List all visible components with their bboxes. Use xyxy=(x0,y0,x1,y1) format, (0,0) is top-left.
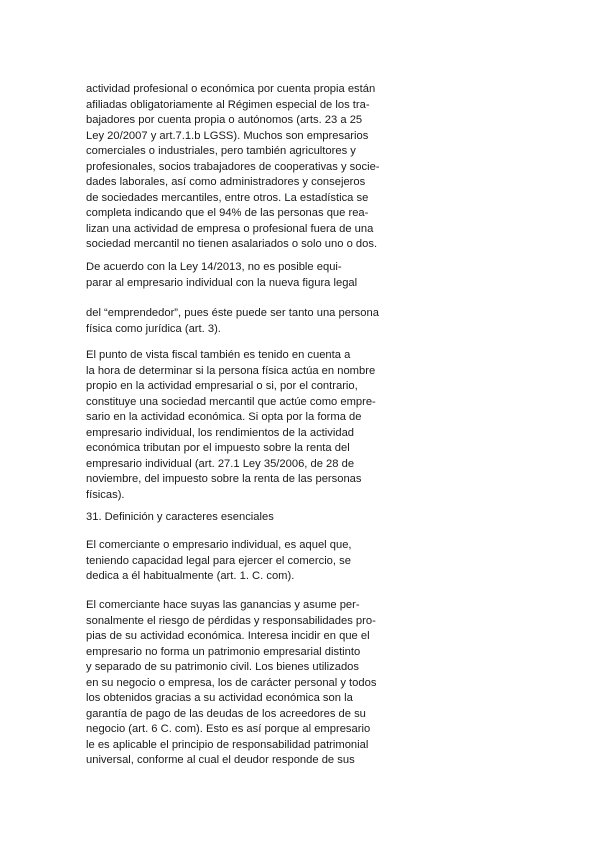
text-line: profesionales, socios trabajadores de cooperativas y socie- xyxy=(86,160,380,173)
text-line: bajadores por cuenta propia o autónomos (arts. 23 a 25 xyxy=(86,114,363,126)
paragraph-responsabilidad xyxy=(86,598,386,769)
text-line: completa indicando que el 94% de las personas que rea- xyxy=(86,207,369,219)
text-line: físicas). xyxy=(86,488,125,501)
text-line: El punto de vista fiscal también es tenido en cuenta a xyxy=(86,349,351,361)
text-line: sociedad mercantil no tienen asalariados o solo uno o dos. xyxy=(86,238,378,250)
text-line: universal, conforme al cual el deudor responde de sus xyxy=(86,754,355,766)
section-heading xyxy=(86,510,386,526)
paragraph-fiscal xyxy=(86,348,386,503)
text-line: actividad profesional o económica por cuenta propia están xyxy=(86,83,376,95)
text-line: en su negocio o empresa, los de carácter personal y todos xyxy=(86,676,377,689)
text-line: física como jurídica (art. 3). xyxy=(86,322,221,335)
text-line: económica tributan por el impuesto sobre la renta del xyxy=(86,442,350,454)
text-line: afiliadas obligatoriamente al Régimen especial de los tra- xyxy=(86,98,370,111)
text-line: El comerciante hace suyas las ganancias y asume per- xyxy=(86,599,360,611)
text-line: garantía de pago de las deudas de los acreedores de su xyxy=(86,707,366,720)
text-line: pias de su actividad económica. Interesa incidir en que el xyxy=(86,630,370,642)
text-line: negocio (art. 6 C. com). Esto es así porque al empresario xyxy=(86,723,371,735)
text-line: y separado de su patrimonio civil. Los bienes utilizados xyxy=(86,661,360,673)
text-line: noviembre, del impuesto sobre la renta de las personas xyxy=(86,473,362,485)
paragraph-afiliacion xyxy=(86,82,386,253)
text-line: los obtenidos gracias a su actividad económica son la xyxy=(86,692,353,704)
text-line: De acuerdo con la Ley 14/2013, no es posible equi- xyxy=(86,261,342,273)
paragraph-ley-14-2013 xyxy=(86,260,386,291)
text-line: comerciales o industriales, pero también agricultores y xyxy=(86,145,356,157)
paragraph-emprendedor xyxy=(86,306,386,337)
text-line: de sociedades mercantiles, entre otros. La estadística se xyxy=(86,191,369,204)
text-line: El comerciante o empresario individual, es aquel que, xyxy=(86,539,352,551)
text-line: empresario individual (art. 27.1 Ley 35/2006, de 28 de xyxy=(86,457,355,470)
text-line: sonalmente el riesgo de pérdidas y responsabilidades pro- xyxy=(86,614,376,627)
text-line: Ley 20/2007 y art.7.1.b LGSS). Muchos son empresarios xyxy=(86,129,369,142)
section-heading-text: 31. Definición y caracteres esenciales xyxy=(86,511,274,523)
text-line: empresario individual, los rendimientos de la actividad xyxy=(86,426,355,439)
text-line: empresario no forma un patrimonio empresarial distinto xyxy=(86,645,361,658)
text-line: dedica a él habitualmente (art. 1. C. com). xyxy=(86,570,295,582)
text-line: teniendo capacidad legal para ejercer el comercio, se xyxy=(86,554,351,567)
text-line: dades laborales, así como administradores y consejeros xyxy=(86,176,366,188)
text-line: sario en la actividad económica. Si opta por la forma de xyxy=(86,411,362,423)
text-line: la hora de determinar si la persona física actúa en nombre xyxy=(86,364,376,377)
text-line: lizan una actividad de empresa o profesional fuera de una xyxy=(86,222,374,235)
text-line: propio en la actividad empresarial o si, por el contrario, xyxy=(86,380,358,392)
text-line: le es aplicable el principio de responsabilidad patrimonial xyxy=(86,738,369,751)
paragraph-definicion xyxy=(86,538,386,585)
text-line: parar al empresario individual con la nueva figura legal xyxy=(86,276,358,289)
text-line: del “emprendedor”, pues éste puede ser tanto una persona xyxy=(86,307,379,319)
text-line: constituye una sociedad mercantil que actúe como empre- xyxy=(86,395,376,408)
